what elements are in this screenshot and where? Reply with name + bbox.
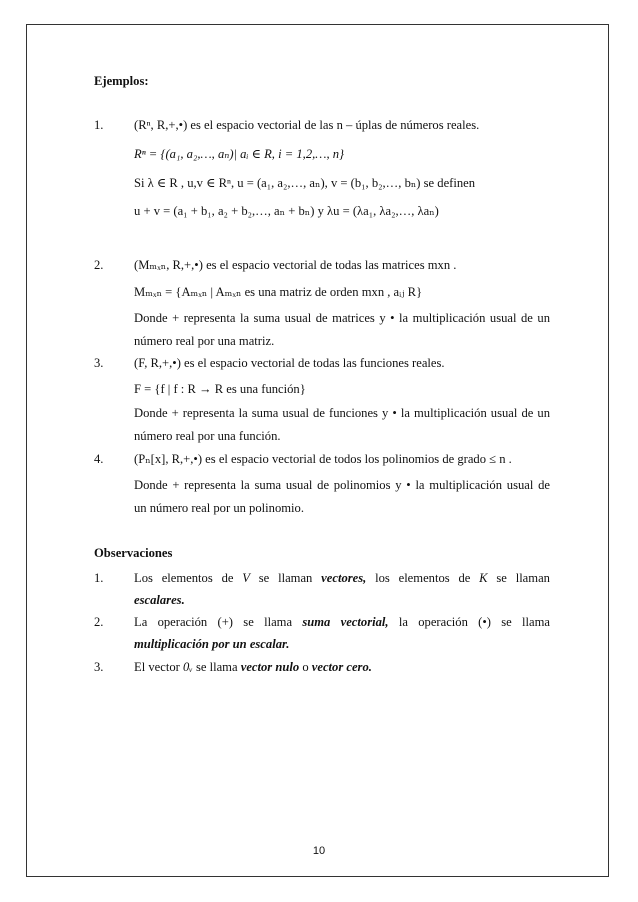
example-1-line-1: (Rⁿ, R,+,•) es el espacio vectorial de las n – úplas de números reales. [134,118,480,132]
obs2-text-a: La operación (+) se llama [134,615,293,629]
obs1-text-a: Los elementos de [134,571,234,585]
obs1-term-vectores: vectores, [321,571,367,585]
obs1-symbol-k: K [479,571,488,585]
example-4-line-3: un número real por un polinomio. [134,501,304,515]
example-3-line-4: número real por una función. [134,429,281,443]
obs3-zero-vector: 0ᵥ [182,660,193,674]
example-2-line-3: Donde + representa la suma usual de matrices y • la multiplicación usual de un [134,311,550,325]
example-1-number: 1. [94,118,104,132]
obs1-text-c: los elementos de [375,571,471,585]
obs3-text-b: se llama [195,660,238,674]
observation-3-number: 3. [94,660,104,674]
observation-1-line-2: escalares. [134,593,185,607]
example-1-line-3: Si λ ∈ R , u,v ∈ Rⁿ, u = (a₁, a₂,…, aₙ), v = (b₁, b₂,…, bₙ) se definen [134,176,476,190]
obs1-symbol-v: V [242,571,250,585]
example-2-line-2: Mₘₓₙ = {Aₘₓₙ | Aₘₓₙ es una matriz de orden mxn , aᵢⱼ R} [134,285,423,299]
observation-3-line [134,659,372,675]
example-2-number: 2. [94,258,104,272]
observation-2-number: 2. [94,615,104,629]
example-1-line-4: u + v = (a₁ + b₁, a₂ + b₂,…, aₙ + bₙ) y λu = (λa₁, λa₂,…, λaₙ) [134,204,439,218]
observations-heading: Observaciones [94,546,173,560]
example-2-line-4: número real por una matriz. [134,334,275,348]
example-2-line-1: (Mₘₓₙ, R,+,•) es el espacio vectorial de todas las matrices mxn . [134,258,457,272]
obs3-term-vector-nulo: vector nulo [240,660,300,674]
observation-2-line-2: multiplicación por un escalar. [134,637,290,651]
obs1-text-d: se llaman [496,571,550,585]
obs2-text-b: la operación (•) se llama [398,615,550,629]
example-3-line-2: F = {f | f : R → R es una función} [134,382,306,396]
obs1-text-b: se llaman [258,571,313,585]
observation-1-line-1 [134,570,550,586]
obs2-term-suma-vectorial: suma vectorial, [302,615,389,629]
obs3-term-vector-cero: vector cero. [311,660,372,674]
example-3-line-3: Donde + representa la suma usual de funciones y • la multiplicación usual de un [134,406,550,420]
example-4-line-2: Donde + representa la suma usual de polinomios y • la multiplicación usual de [134,478,550,492]
example-3-line-1: (F, R,+,•) es el espacio vectorial de todas las funciones reales. [134,356,445,370]
example-3-number: 3. [94,356,104,370]
observation-1-number: 1. [94,571,104,585]
page-number: 10 [312,845,326,857]
section-heading: Ejemplos: [94,74,149,88]
observation-2-line-1 [134,614,550,630]
example-4-line-1: (Pₙ[x], R,+,•) es el espacio vectorial de todos los polinomios de grado ≤ n . [134,452,512,466]
example-1-line-2: Rⁿ = {(a₁, a₂,…, aₙ)| aᵢ ∈ R, i = 1,2,…, n} [134,147,345,161]
obs3-text-o: o [302,660,309,674]
obs3-text-a: El vector [134,660,180,674]
example-4-number: 4. [94,452,104,466]
